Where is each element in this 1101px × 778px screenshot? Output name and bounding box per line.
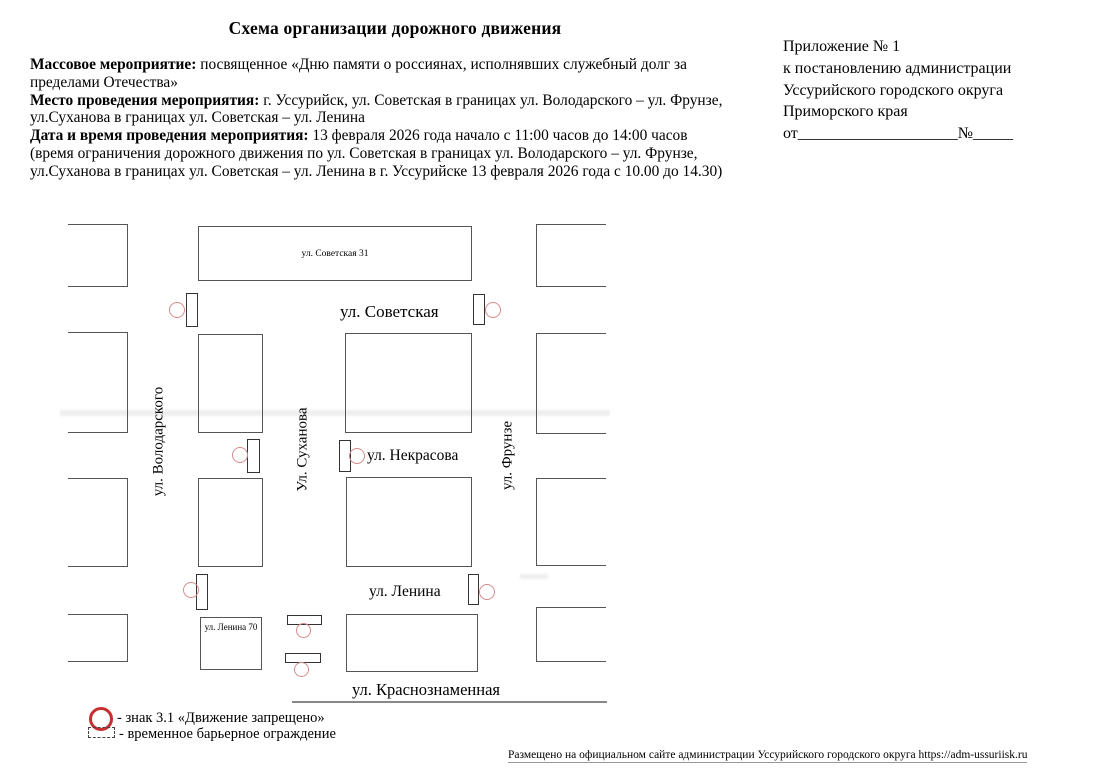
building-block — [68, 224, 128, 287]
no-entry-sign-icon — [294, 662, 309, 677]
no-entry-sign-icon — [296, 623, 311, 638]
annex-line: Уссурийского городского округа — [783, 81, 1004, 99]
page-title: Схема организации дорожного движения — [228, 18, 562, 38]
building-block — [198, 334, 263, 433]
street-label-volodarskogo: ул. Володарского — [150, 386, 167, 497]
legend-barrier-label: - временное барьерное ограждение — [119, 726, 336, 742]
no-entry-sign-icon — [169, 302, 185, 318]
building-lenina-70-label: ул. Ленина 70 — [204, 622, 258, 632]
annex-line: к постановлению администрации — [783, 59, 1012, 77]
legend-sign-label: - знак 3.1 «Движение запрещено» — [117, 710, 325, 726]
legend-barrier-icon — [88, 727, 115, 738]
no-entry-sign-icon — [183, 582, 199, 598]
watermark-band — [520, 574, 548, 579]
event-info-line: Массовое мероприятие: посвященное «Дню памяти о россиянах, исполнявших служебный долг за — [30, 56, 687, 73]
building-block — [345, 333, 472, 433]
barrier-rect — [473, 294, 485, 325]
building-lenina-70 — [200, 617, 262, 670]
no-entry-sign-icon — [479, 584, 495, 600]
building-block — [346, 477, 472, 567]
building-block — [198, 478, 263, 567]
building-block — [68, 478, 128, 567]
barrier-rect — [186, 293, 198, 327]
building-sovetskaya-31 — [198, 226, 472, 281]
street-label-sukhanova: Ул. Суханова — [294, 407, 311, 492]
street-label-lenina: ул. Ленина — [369, 583, 441, 600]
street-label-nekrasova: ул. Некрасова — [367, 447, 459, 464]
event-info-line: (время ограничения дорожного движения по ул. Советская в границах ул. Володарского – ул. Фрунзе, — [30, 144, 698, 162]
building-sovetskaya-31-label: ул. Советская 31 — [301, 248, 369, 259]
event-info-line: ул.Суханова в границах ул. Советская – ул. Ленина в г. Уссурийске 13 февраля 2026 года с 10.00 до 14.30) — [30, 162, 723, 180]
building-block — [536, 224, 606, 287]
barrier-rect — [247, 439, 260, 473]
no-entry-sign-icon — [349, 448, 365, 464]
building-block — [536, 333, 606, 434]
no-entry-sign-icon — [485, 302, 501, 318]
building-block — [346, 614, 478, 672]
krasnoznamennaya-road-line — [292, 701, 607, 703]
event-info-line: ул.Суханова в границах ул. Советская – ул. Ленина — [30, 109, 365, 127]
annex-block — [783, 36, 1093, 145]
annex-line: от____________________№_____ — [783, 125, 1014, 143]
street-label-sovetskaya: ул. Советская — [340, 302, 439, 321]
event-info-line: Дата и время проведения мероприятия: 13 февраля 2026 года начало с 11:00 часов до 14:00 часов — [30, 127, 688, 145]
street-label-krasnoznamennaya: ул. Краснознаменная — [352, 680, 501, 699]
event-info — [30, 56, 780, 181]
annex-line: Приморского края — [783, 103, 908, 121]
annex-line: Приложение № 1 — [783, 38, 901, 55]
no-entry-sign-icon — [232, 447, 248, 463]
barrier-rect — [468, 574, 479, 605]
building-block — [536, 607, 606, 662]
building-block — [536, 478, 606, 566]
street-label-frunze: ул. Фрунзе — [499, 420, 516, 491]
watermark-band — [60, 410, 610, 416]
building-block — [68, 332, 128, 433]
building-block — [68, 614, 128, 662]
footer-note: Размещено на официальном сайте администрации Уссурийского городского округа https://adm-ussuriisk.ru — [508, 749, 1028, 761]
event-info-line: Место проведения мероприятия: г. Уссурийск, ул. Советская в границах ул. Володарского – ул. Фрунзе, — [30, 91, 723, 109]
event-info-line: пределами Отечества» — [30, 73, 178, 91]
